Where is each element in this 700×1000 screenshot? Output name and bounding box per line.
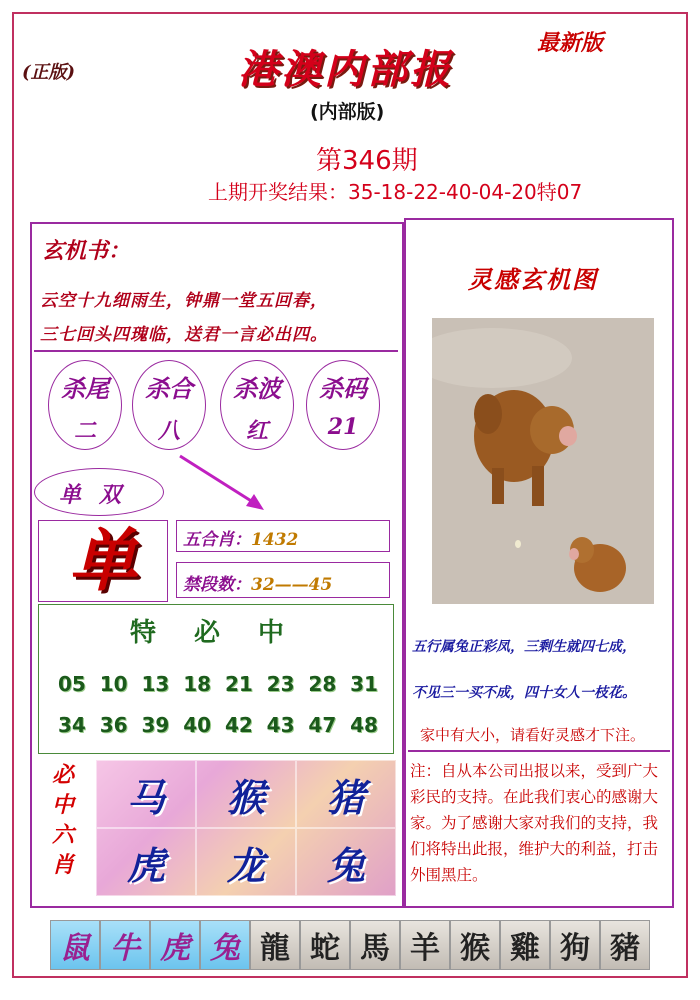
zodiac-monkey: 猴 xyxy=(450,920,500,970)
zodiac-dragon: 龍 xyxy=(250,920,300,970)
special-number: 40 xyxy=(183,713,212,737)
oval-value: 21 xyxy=(327,414,359,440)
oval-label: 杀码 xyxy=(319,374,367,403)
special-number: 28 xyxy=(308,672,337,696)
verse-line-1: 五行属兔正彩凤，三剩生就四七成， xyxy=(412,639,636,655)
notice-text: 家中有大小，请看好灵感才下注。 xyxy=(420,726,646,744)
riddle-divider xyxy=(34,350,398,352)
right-divider xyxy=(408,750,670,752)
special-number: 05 xyxy=(58,672,86,696)
monkey-photo-drawing xyxy=(432,318,654,604)
oval-label: 杀尾 xyxy=(61,374,109,403)
verse-line-2: 不见三一买不成，四十女人一枝花。 xyxy=(412,685,636,701)
special-number: 34 xyxy=(58,713,86,737)
special-title: 特必中 xyxy=(130,618,323,648)
special-number: 23 xyxy=(266,672,295,696)
zodiac-cell: 猴 xyxy=(196,760,296,828)
issue-number: 第346期 xyxy=(316,146,418,176)
zodiac-snake: 蛇 xyxy=(300,920,350,970)
oval-value: 二 xyxy=(73,418,96,444)
zodiac-pig: 豬 xyxy=(600,920,650,970)
oval-label: 杀合 xyxy=(145,374,193,403)
five-combo-box xyxy=(176,520,390,552)
zodiac-cell: 龙 xyxy=(196,828,296,896)
special-number: 43 xyxy=(266,713,295,737)
special-number: 18 xyxy=(183,672,212,696)
kill-segment-value: 32——45 xyxy=(251,575,333,595)
zodiac-cell: 马 xyxy=(96,760,196,828)
zodiac-cell: 虎 xyxy=(96,828,196,896)
zodiac-bar xyxy=(50,920,650,970)
zodiac-horse: 馬 xyxy=(350,920,400,970)
oval-label: 杀波 xyxy=(233,374,281,403)
odd-even-oval: 单双 xyxy=(34,468,164,516)
statement-text: 注：自从本公司出报以来，受到广大彩民的支持。在此我们衷心的感谢大家。为了感谢大家对我们的支持，我们将特出此报，维护大的利益，打击外围黑庄。 xyxy=(410,762,659,884)
zodiac-dog: 狗 xyxy=(550,920,600,970)
special-number: 31 xyxy=(350,672,378,696)
edition-tag: (正版) xyxy=(22,62,76,83)
zodiac-cell: 兔 xyxy=(296,828,396,896)
special-number: 13 xyxy=(141,672,170,696)
oval-value: 八 xyxy=(157,418,180,444)
zodiac-cell: 猪 xyxy=(296,760,396,828)
special-number: 10 xyxy=(99,672,128,696)
kill-segment-label: 禁段数： xyxy=(183,575,251,595)
page-title: 港澳内部报 xyxy=(238,46,453,93)
oval-value: 红 xyxy=(245,418,268,444)
arrow-icon xyxy=(176,452,272,516)
zodiac-rooster: 雞 xyxy=(500,920,550,970)
latest-edition-tag: 最新版 xyxy=(537,30,604,56)
riddle-line-2: 三七回头四瑰临，送君一言必出四。 xyxy=(40,325,328,345)
special-number: 48 xyxy=(350,713,378,737)
zodiac-rat: 鼠 xyxy=(50,920,100,970)
zodiac-goat: 羊 xyxy=(400,920,450,970)
zodiac-tiger: 虎 xyxy=(150,920,200,970)
oval-kill-tail xyxy=(48,360,122,450)
oval-kill-combo xyxy=(132,360,206,450)
special-number: 42 xyxy=(224,713,253,737)
oval-kill-wave xyxy=(220,360,294,450)
page-subtitle: (内部版) xyxy=(310,101,385,123)
zodiac-rabbit: 兔 xyxy=(200,920,250,970)
riddle-line-1: 云空十九细雨生，钟鼎一堂五回春， xyxy=(40,291,328,311)
five-combo-value: 1432 xyxy=(251,530,299,550)
oval-kill-number xyxy=(306,360,380,450)
special-number: 21 xyxy=(224,672,253,696)
big-char: 单 xyxy=(68,521,137,601)
riddle-heading: 玄机书： xyxy=(42,238,131,264)
image-title: 灵感玄机图 xyxy=(468,265,598,294)
special-number: 36 xyxy=(99,713,128,737)
special-number: 47 xyxy=(308,713,337,737)
last-result: 上期开奖结果：35-18-22-40-04-20特07 xyxy=(208,180,583,204)
big-char-box xyxy=(38,520,168,602)
monkey-photo xyxy=(432,318,654,604)
special-numbers-row-1 xyxy=(58,672,378,696)
five-combo-label: 五合肖： xyxy=(183,530,251,550)
special-number: 39 xyxy=(141,713,170,737)
special-numbers-row-2 xyxy=(58,713,378,737)
six-zodiac-grid xyxy=(96,760,396,896)
six-zodiac-label: 必 中 六 肖 xyxy=(51,762,74,878)
kill-segment-box xyxy=(176,562,390,598)
zodiac-ox: 牛 xyxy=(100,920,150,970)
